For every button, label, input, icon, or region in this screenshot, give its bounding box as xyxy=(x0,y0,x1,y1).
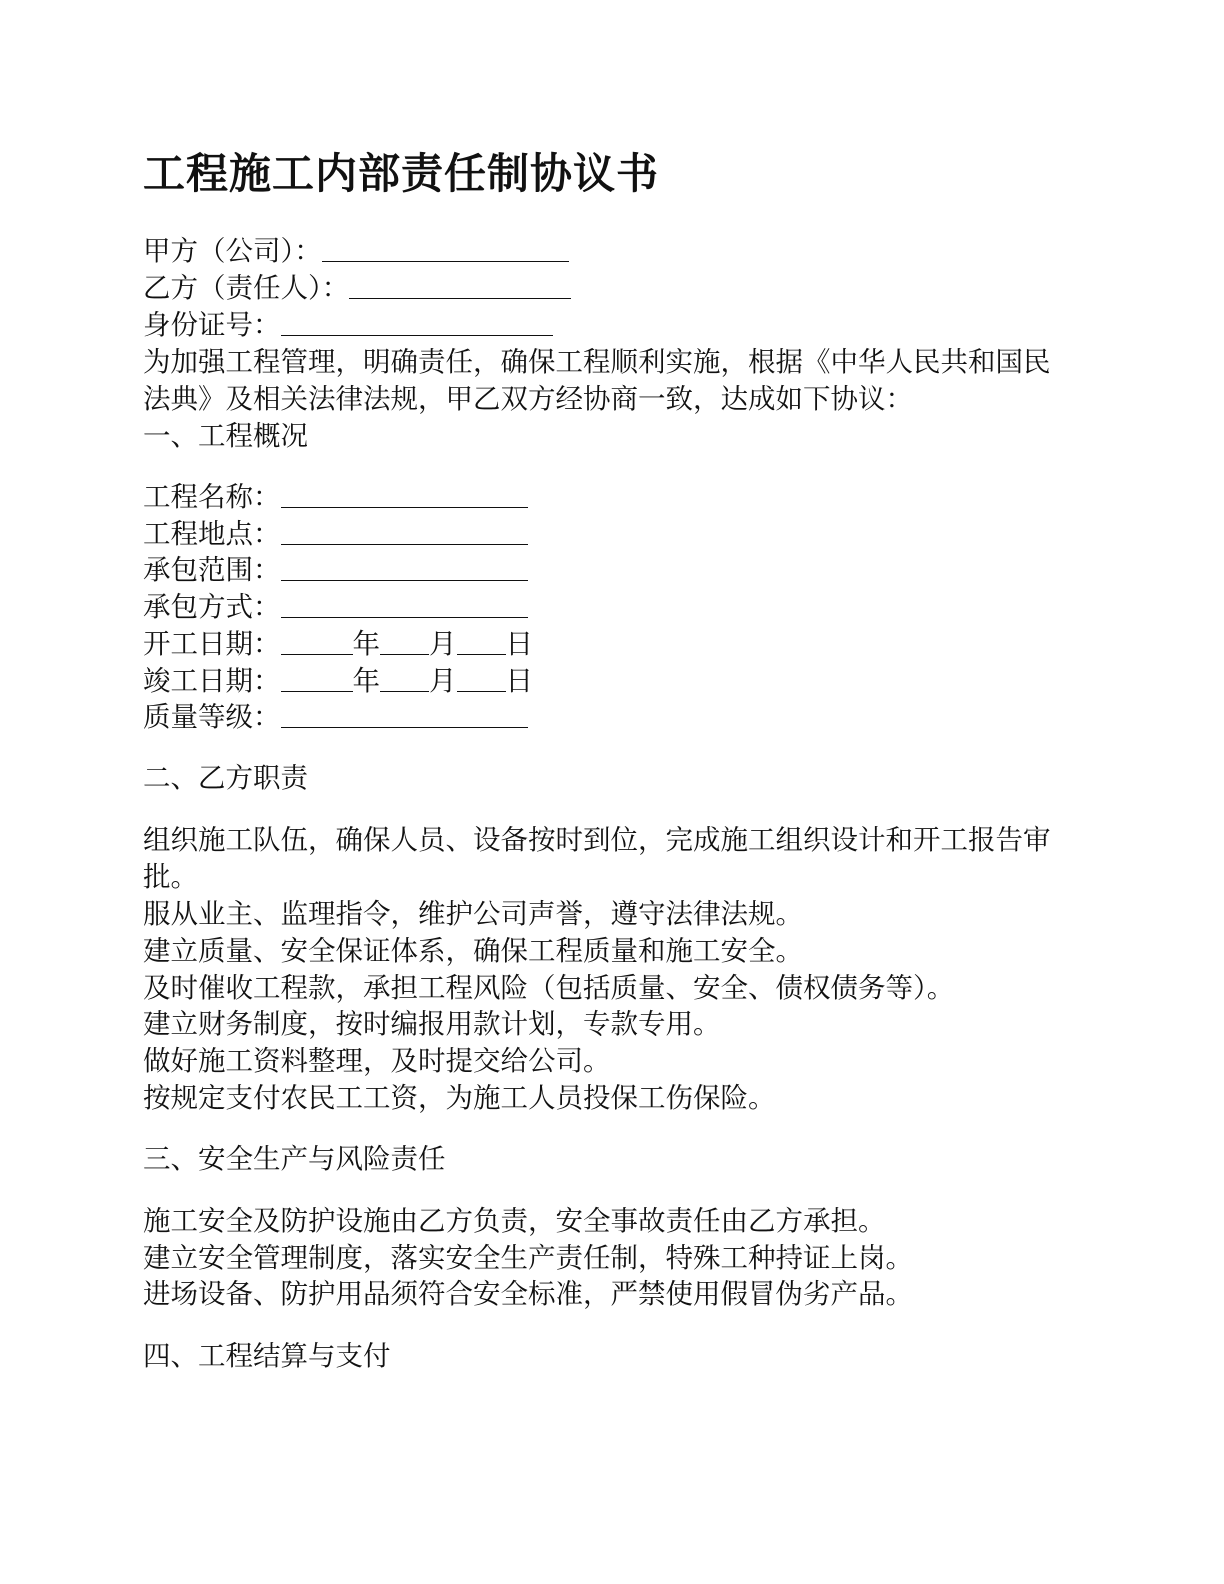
id-number-label: 身份证号： xyxy=(143,309,281,341)
section-3-heading: 三、安全生产与风险责任 xyxy=(143,1143,446,1175)
start-day-blank xyxy=(457,628,506,655)
duty-item: 建立财务制度，按时编报用款计划，专款专用。 xyxy=(143,1008,721,1040)
project-location-label: 工程地点： xyxy=(143,518,281,550)
contract-method-label: 承包方式： xyxy=(143,591,281,623)
section-2-heading: 二、乙方职责 xyxy=(143,762,308,794)
party-a-label: 甲方（公司）： xyxy=(143,235,322,267)
safety-item: 建立安全管理制度，落实安全生产责任制，特殊工种持证上岗。 xyxy=(143,1242,913,1274)
contract-method-blank xyxy=(281,591,528,618)
duty-item: 组织施工队伍，确保人员、设备按时到位，完成施工组织设计和开工报告审批。 xyxy=(143,824,1051,893)
party-b-blank xyxy=(349,272,571,299)
end-year-unit: 年 xyxy=(352,665,380,697)
end-month-unit: 月 xyxy=(429,665,457,697)
contract-scope-blank xyxy=(281,554,528,581)
project-name-label: 工程名称： xyxy=(143,481,281,513)
intro-paragraph: 为加强工程管理，明确责任，确保工程顺利实施，根据《中华人民共和国民法典》及相关法律法规，甲乙双方经协商一致，达成如下协议： xyxy=(143,346,1051,415)
project-name-blank xyxy=(281,481,528,508)
start-day-unit: 日 xyxy=(505,628,533,660)
party-b-label: 乙方（责任人）： xyxy=(143,272,350,304)
end-year-blank xyxy=(281,665,353,692)
start-month-unit: 月 xyxy=(429,628,457,660)
safety-item: 进场设备、防护用品须符合安全标准，严禁使用假冒伪劣产品。 xyxy=(143,1278,913,1310)
project-name-line xyxy=(143,479,528,516)
end-day-unit: 日 xyxy=(505,665,533,697)
id-number-blank xyxy=(281,309,553,336)
document-title: 工程施工内部责任制协议书 xyxy=(143,149,660,198)
section-1-heading: 一、工程概况 xyxy=(143,420,308,452)
duty-item: 及时催收工程款，承担工程风险（包括质量、安全、债权债务等）。 xyxy=(143,972,955,1004)
party-b-line xyxy=(143,270,571,307)
start-year-unit: 年 xyxy=(352,628,380,660)
quality-grade-label: 质量等级： xyxy=(143,701,281,733)
duty-item: 服从业主、监理指令，维护公司声誉，遵守法律法规。 xyxy=(143,898,803,930)
start-year-blank xyxy=(281,628,353,655)
end-date-line xyxy=(143,663,533,700)
section-4-heading: 四、工程结算与支付 xyxy=(143,1340,391,1372)
contract-scope-line xyxy=(143,552,528,589)
start-date-label: 开工日期： xyxy=(143,628,281,660)
start-date-line xyxy=(143,626,533,663)
quality-grade-blank xyxy=(281,701,528,728)
party-a-line xyxy=(143,233,569,270)
quality-grade-line xyxy=(143,699,528,736)
end-date-label: 竣工日期： xyxy=(143,665,281,697)
project-location-blank xyxy=(281,518,528,545)
end-day-blank xyxy=(457,665,506,692)
contract-method-line xyxy=(143,589,528,626)
contract-scope-label: 承包范围： xyxy=(143,554,281,586)
party-a-blank xyxy=(322,235,569,262)
start-month-blank xyxy=(380,628,429,655)
safety-item: 施工安全及防护设施由乙方负责，安全事故责任由乙方承担。 xyxy=(143,1205,886,1237)
project-location-line xyxy=(143,516,528,553)
duty-item: 做好施工资料整理，及时提交给公司。 xyxy=(143,1045,611,1077)
duty-item: 建立质量、安全保证体系，确保工程质量和施工安全。 xyxy=(143,935,803,967)
id-number-line xyxy=(143,307,553,344)
end-month-blank xyxy=(380,665,429,692)
duty-item: 按规定支付农民工工资，为施工人员投保工伤保险。 xyxy=(143,1082,776,1114)
